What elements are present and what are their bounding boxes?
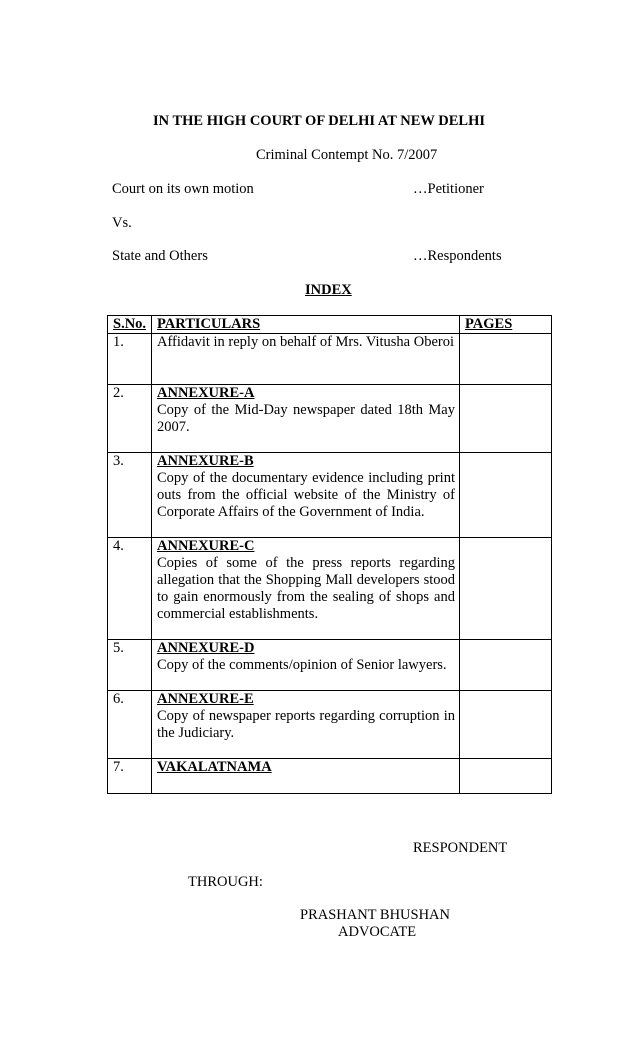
table-row — [108, 691, 552, 759]
row-description: Copy of newspaper reports regarding corruption in the Judiciary. — [157, 708, 455, 741]
column-header-particulars: PARTICULARS — [152, 316, 460, 334]
row-pages — [460, 759, 552, 794]
row-sno: 2. — [108, 385, 152, 453]
versus-label: Vs. — [112, 215, 132, 231]
petitioner-name: Court on its own motion — [112, 181, 254, 197]
row-sno: 7. — [108, 759, 152, 794]
row-description: Affidavit in reply on behalf of Mrs. Vitusha Oberoi — [157, 334, 454, 350]
row-pages — [460, 538, 552, 640]
column-header-pages: PAGES — [460, 316, 552, 334]
row-description: Copies of some of the press reports regarding allegation that the Shopping Mall developers stood to gain enormously from the sealing of shops and commercial establishments. — [157, 555, 455, 622]
petitioner-role: …Petitioner — [413, 181, 484, 197]
index-title: INDEX — [305, 282, 352, 298]
advocate-name: PRASHANT BHUSHAN — [300, 907, 450, 923]
row-pages — [460, 385, 552, 453]
row-pages — [460, 453, 552, 538]
row-description: Copy of the Mid-Day newspaper dated 18th May 2007. — [157, 402, 455, 435]
row-annexure-title: VAKALATNAMA — [157, 759, 272, 775]
table-header-row — [108, 316, 552, 334]
row-annexure-title: ANNEXURE-B — [157, 453, 254, 469]
row-particulars — [152, 385, 460, 453]
table-row — [108, 640, 552, 691]
respondent-name: State and Others — [112, 248, 208, 264]
respondent-role: …Respondents — [413, 248, 502, 264]
row-particulars — [152, 759, 460, 794]
table-row — [108, 334, 552, 385]
row-pages — [460, 334, 552, 385]
table-row — [108, 759, 552, 794]
row-description: Copy of the comments/opinion of Senior lawyers. — [157, 657, 447, 673]
respondent-signature-label: RESPONDENT — [413, 840, 508, 856]
row-pages — [460, 691, 552, 759]
column-header-sno: S.No. — [108, 316, 152, 334]
through-label: THROUGH: — [188, 874, 263, 890]
row-pages — [460, 640, 552, 691]
row-particulars — [152, 538, 460, 640]
row-sno: 5. — [108, 640, 152, 691]
row-particulars — [152, 640, 460, 691]
case-number: Criminal Contempt No. 7/2007 — [256, 147, 438, 163]
index-table — [107, 315, 552, 794]
row-annexure-title: ANNEXURE-C — [157, 538, 255, 554]
row-annexure-title: ANNEXURE-E — [157, 691, 254, 707]
table-row — [108, 538, 552, 640]
table-row — [108, 453, 552, 538]
row-sno: 4. — [108, 538, 152, 640]
row-sno: 6. — [108, 691, 152, 759]
row-annexure-title: ANNEXURE-D — [157, 640, 255, 656]
row-annexure-title: ANNEXURE-A — [157, 385, 255, 401]
row-particulars — [152, 691, 460, 759]
row-sno: 3. — [108, 453, 152, 538]
table-row — [108, 385, 552, 453]
row-sno: 1. — [108, 334, 152, 385]
row-description: Copy of the documentary evidence including print outs from the official website of the Ministry of Corporate Affairs of the Government of India. — [157, 470, 455, 520]
advocate-title: ADVOCATE — [338, 924, 417, 940]
row-particulars — [152, 334, 460, 385]
court-title: IN THE HIGH COURT OF DELHI AT NEW DELHI — [153, 113, 485, 129]
row-particulars — [152, 453, 460, 538]
